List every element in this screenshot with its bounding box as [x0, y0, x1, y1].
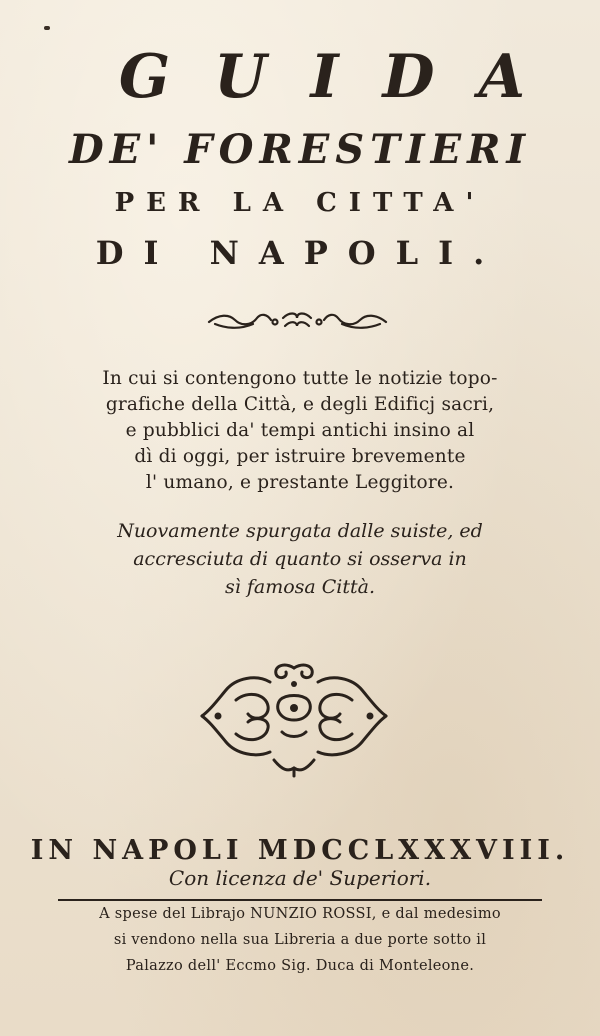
imprint-rule	[58, 899, 542, 901]
publisher-line-1: A spese del Librajo NUNZIO ROSSI, e dal medesimo	[99, 906, 501, 922]
subtitle-line-5: l' umano, e prestante Leggitore.	[145, 472, 455, 493]
edition-line-2: accresciuta di quanto si osserva in	[133, 548, 467, 570]
title-forestieri: DE' FORESTIERI	[68, 126, 532, 173]
headpiece-ornament-icon	[205, 308, 390, 332]
publisher-line-2: si vendono nella sua Libreria a due porte sotto il	[113, 932, 487, 948]
title-guida: GUIDA	[118, 42, 570, 112]
ink-speck	[44, 26, 50, 30]
edition-line-3: sì famosa Città.	[224, 576, 376, 598]
subtitle-line-3: e pubblici da' tempi antichi insino al	[125, 420, 475, 441]
publisher-line-3: Palazzo dell' Eccmo Sig. Duca di Monteleone.	[125, 958, 475, 974]
subtitle-line-1: In cui si contengono tutte le notizie topo-	[102, 368, 498, 389]
subtitle-line-4: dì di oggi, per istruire brevemente	[134, 446, 466, 467]
edition-line-1: Nuovamente spurgata dalle suiste, ed	[117, 520, 483, 542]
imprint-place-date: IN NAPOLI MDCCLXXXVIII.	[30, 835, 570, 866]
subtitle-line-2: grafiche della Città, e degli Edificj sacri,	[105, 394, 495, 415]
title-per-la-citta: PER LA CITTA'	[114, 188, 486, 218]
imprint-license: Con licenza de' Superiori.	[168, 866, 432, 890]
printers-device-ornament-icon	[196, 660, 392, 778]
title-di-napoli: DI NAPOLI.	[95, 234, 505, 272]
